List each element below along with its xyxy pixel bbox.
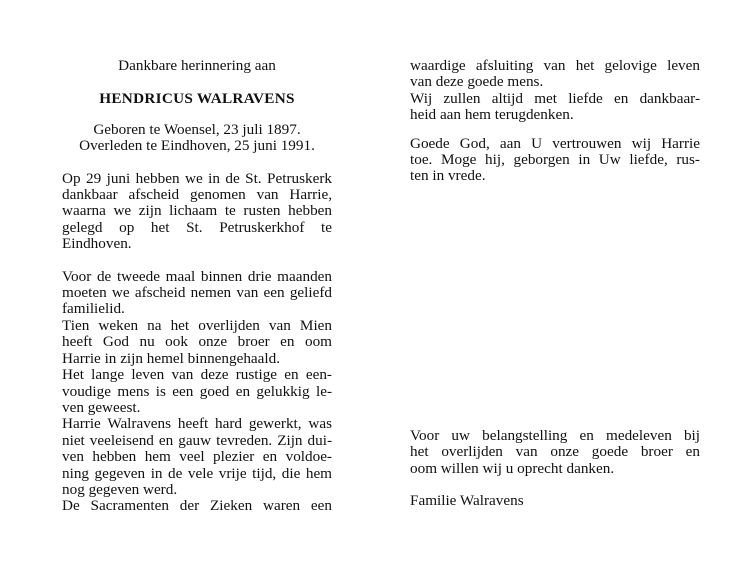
text-line: heid aan hem terugdenken. — [410, 106, 574, 124]
family-signature: Familie Walravens — [410, 492, 524, 510]
text-line: gelegd op het St. Petruskerkhof te — [62, 218, 332, 236]
text-line: Tien weken na het overlijden van Mien — [62, 316, 332, 334]
text-line: toe. Moge hij, geborgen in Uw liefde, rus- — [410, 151, 700, 169]
text-line: Voor uw belangstelling en medeleven bij — [410, 426, 700, 444]
text-line: Goede God, aan U vertrouwen wij Harrie — [410, 134, 700, 152]
text-line: Het lange leven van deze rustige en een- — [62, 366, 332, 384]
text-line: oom willen wij u oprecht danken. — [410, 459, 615, 477]
left-page — [62, 58, 332, 515]
text-line: De Sacramenten der Zieken waren een — [62, 497, 332, 515]
text-line: Op 29 juni hebben we in de St. Petruskerk — [62, 169, 332, 187]
text-line: ning gegeven in de vele vrije tijd, die hem — [62, 464, 332, 482]
text-line: Wij zullen altijd met liefde en dankbaar- — [410, 89, 700, 107]
text-line: van deze goede mens. — [410, 73, 544, 91]
paragraph-remember — [410, 91, 700, 124]
text-line: Harrie Walravens heeft hard gewerkt, was — [62, 415, 332, 433]
death-line: Overleden te Eindhoven, 25 juni 1991. — [79, 137, 315, 155]
text-line: niet veeleisend en gauw tevreden. Zijn dui- — [62, 431, 332, 449]
paragraph-ten-weeks — [62, 318, 332, 367]
paragraph-sacraments — [62, 498, 332, 514]
text-line: Voor de tweede maal binnen drie maanden — [62, 267, 332, 285]
text-line: ven geweest. — [62, 398, 141, 416]
intro-line: Dankbare herinnering aan — [118, 57, 276, 74]
paragraph-thanks — [410, 428, 700, 477]
text-line: moeten we afscheid nemen van een geliefd — [62, 284, 332, 302]
birth-line: Geboren te Woensel, 23 juli 1897. — [93, 120, 301, 138]
text-line: ven hebben hem veel plezier en voldoe- — [62, 448, 332, 466]
paragraph-second-time — [62, 269, 332, 318]
deceased-name: HENDRICUS WALRAVENS — [99, 90, 295, 108]
text-line: Eindhoven. — [62, 235, 132, 253]
text-line: heeft God nu ook onze broer en oom — [62, 333, 332, 351]
text-line: familielid. — [62, 300, 125, 318]
paragraph-hard-work — [62, 416, 332, 498]
paragraph-prayer — [410, 136, 700, 185]
text-line: het overlijden van onze goede broer en — [410, 443, 700, 461]
text-line: Harrie in zijn hemel binnengehaald. — [62, 349, 281, 367]
text-line: nog gegeven werd. — [62, 480, 178, 498]
paragraph-closing — [410, 58, 700, 91]
text-line: waarna we zijn lichaam te rusten hebben — [62, 202, 332, 220]
right-page — [410, 58, 700, 509]
text-line: dankbaar afscheid genomen van Harrie, — [62, 186, 332, 204]
text-line: waardige afsluiting van het gelovige leven — [410, 57, 700, 74]
text-line: voudige mens is een goed en gelukkig le- — [62, 382, 332, 400]
paragraph-funeral — [62, 171, 332, 253]
text-line: ten in vrede. — [410, 167, 486, 185]
paragraph-long-life — [62, 367, 332, 416]
